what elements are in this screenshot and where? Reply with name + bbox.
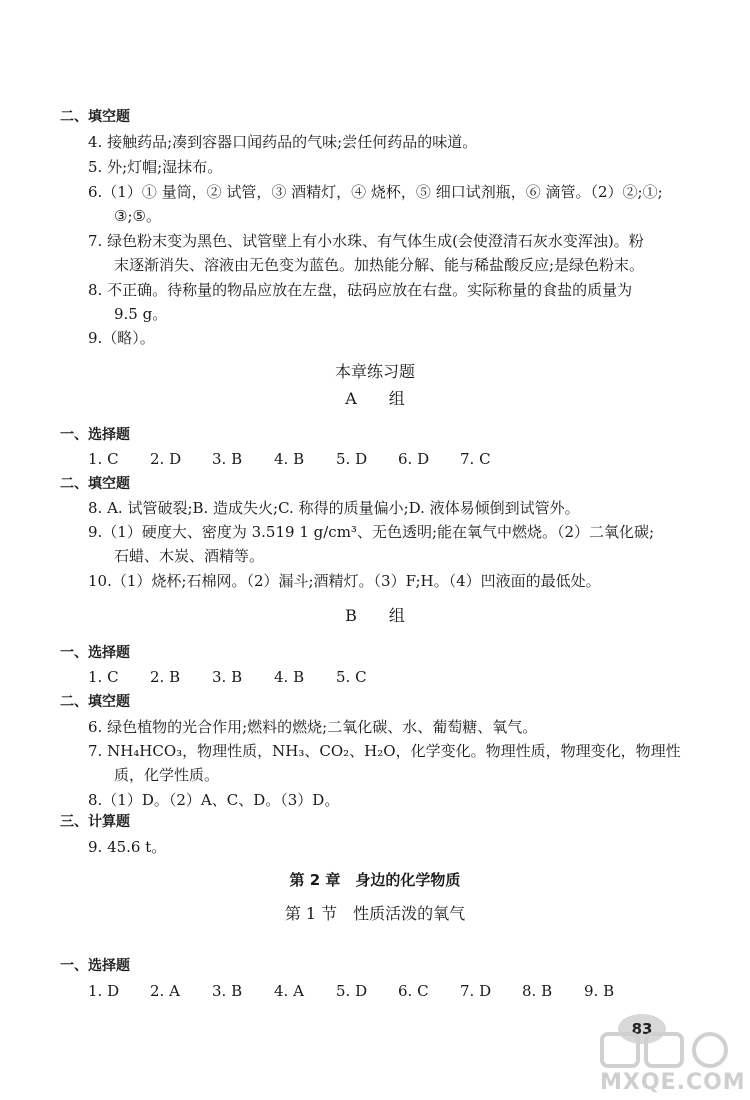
section-heading: 一、选择题 <box>60 427 130 443</box>
answer-line: 9. 45.6 t。 <box>88 838 167 856</box>
answer-line: 8. A. 试管破裂;B. 造成失火;C. 称得的质量偏小;D. 液体易倾倒到试管外。 <box>88 499 580 517</box>
choice-answer: 2. A <box>150 982 180 1000</box>
section-heading: 一、选择题 <box>60 958 130 974</box>
section-heading: 二、填空题 <box>60 476 130 492</box>
choice-answer: 5. D <box>336 450 368 468</box>
answer-line: 10.（1）烧杯;石棉网。（2）漏斗;酒精灯。（3）F;H。（4）凹液面的最低处。 <box>88 572 601 590</box>
answer-line: 9.（略）。 <box>88 329 155 347</box>
chapter-exercise-title: 本章练习题 <box>334 362 415 381</box>
choice-answer: 6. D <box>398 450 430 468</box>
choice-answer: 5. C <box>336 668 367 686</box>
choice-answer: 5. D <box>336 982 368 1000</box>
answer-line: 4. 接触药品;凑到容器口闻药品的气味;尝任何药品的味道。 <box>88 133 478 151</box>
answer-line: 7. 绿色粉末变为黑色、试管壁上有小水珠、有气体生成(会使澄清石灰水变浑浊)。粉 <box>88 232 644 250</box>
choice-answer: 4. A <box>274 982 304 1000</box>
choice-answer: 6. C <box>398 982 429 1000</box>
answer-line: 7. NH₄HCO₃，物理性质，NH₃、CO₂、H₂O，化学变化。物理性质，物理变化，物理性 <box>88 742 681 760</box>
section-heading: 一、选择题 <box>60 645 130 661</box>
answer-line: 9.（1）硬度大、密度为 3.519 1 g/cm³、无色透明;能在氧气中燃烧。（2）二氧化碳; <box>88 523 655 541</box>
choice-answers-row <box>88 980 646 1002</box>
choice-answer: 3. B <box>212 982 243 1000</box>
section-heading: 二、填空题 <box>60 109 130 125</box>
answer-line: 末逐渐消失、溶液由无色变为蓝色。加热能分解、能与稀盐酸反应;是绿色粉末。 <box>114 256 645 274</box>
answer-line: 6. 绿色植物的光合作用;燃料的燃烧;二氧化碳、水、葡萄糖、氧气。 <box>88 718 538 736</box>
section-heading: 三、计算题 <box>60 814 130 830</box>
answer-line: 8. 不正确。待称量的物品应放在左盘，砝码应放在右盘。实际称量的食盐的质量为 <box>88 281 633 299</box>
choice-answer: 3. B <box>212 450 243 468</box>
answer-line: 8.（1）D。（2）A、C、D。（3）D。 <box>88 791 340 809</box>
choice-answer: 4. B <box>274 450 305 468</box>
choice-answer: 9. B <box>584 982 615 1000</box>
group-a-title: A 组 <box>345 389 405 408</box>
choice-answer: 2. D <box>150 450 182 468</box>
choice-answer: 1. C <box>88 668 119 686</box>
choice-answer: 4. B <box>274 668 305 686</box>
section-title: 第 1 节 性质活泼的氧气 <box>284 904 466 923</box>
page-number: 83 <box>618 1014 666 1044</box>
chapter-title: 第 2 章 身边的化学物质 <box>289 871 461 889</box>
answer-line: 6.（1）① 量筒，② 试管，③ 酒精灯，④ 烧杯，⑤ 细口试剂瓶，⑥ 滴管。（2）②;①; <box>88 183 663 201</box>
answer-line: 质，化学性质。 <box>114 766 220 784</box>
choice-answers-row <box>88 448 522 470</box>
choice-answer: 3. B <box>212 668 243 686</box>
choice-answers-row <box>88 666 398 688</box>
choice-answer: 1. D <box>88 982 120 1000</box>
choice-answer: 2. B <box>150 668 181 686</box>
section-heading: 二、填空题 <box>60 694 130 710</box>
watermark-text: MXQE.COM <box>600 1070 746 1095</box>
answer-line: 5. 外;灯帽;湿抹布。 <box>88 158 223 176</box>
choice-answer: 7. C <box>460 450 491 468</box>
group-b-title: B 组 <box>345 606 405 625</box>
choice-answer: 1. C <box>88 450 119 468</box>
answer-line: ③;⑤。 <box>114 207 161 225</box>
choice-answer: 7. D <box>460 982 492 1000</box>
answer-line: 石蜡、木炭、酒精等。 <box>114 547 265 565</box>
answer-line: 9.5 g。 <box>114 305 168 323</box>
choice-answer: 8. B <box>522 982 553 1000</box>
